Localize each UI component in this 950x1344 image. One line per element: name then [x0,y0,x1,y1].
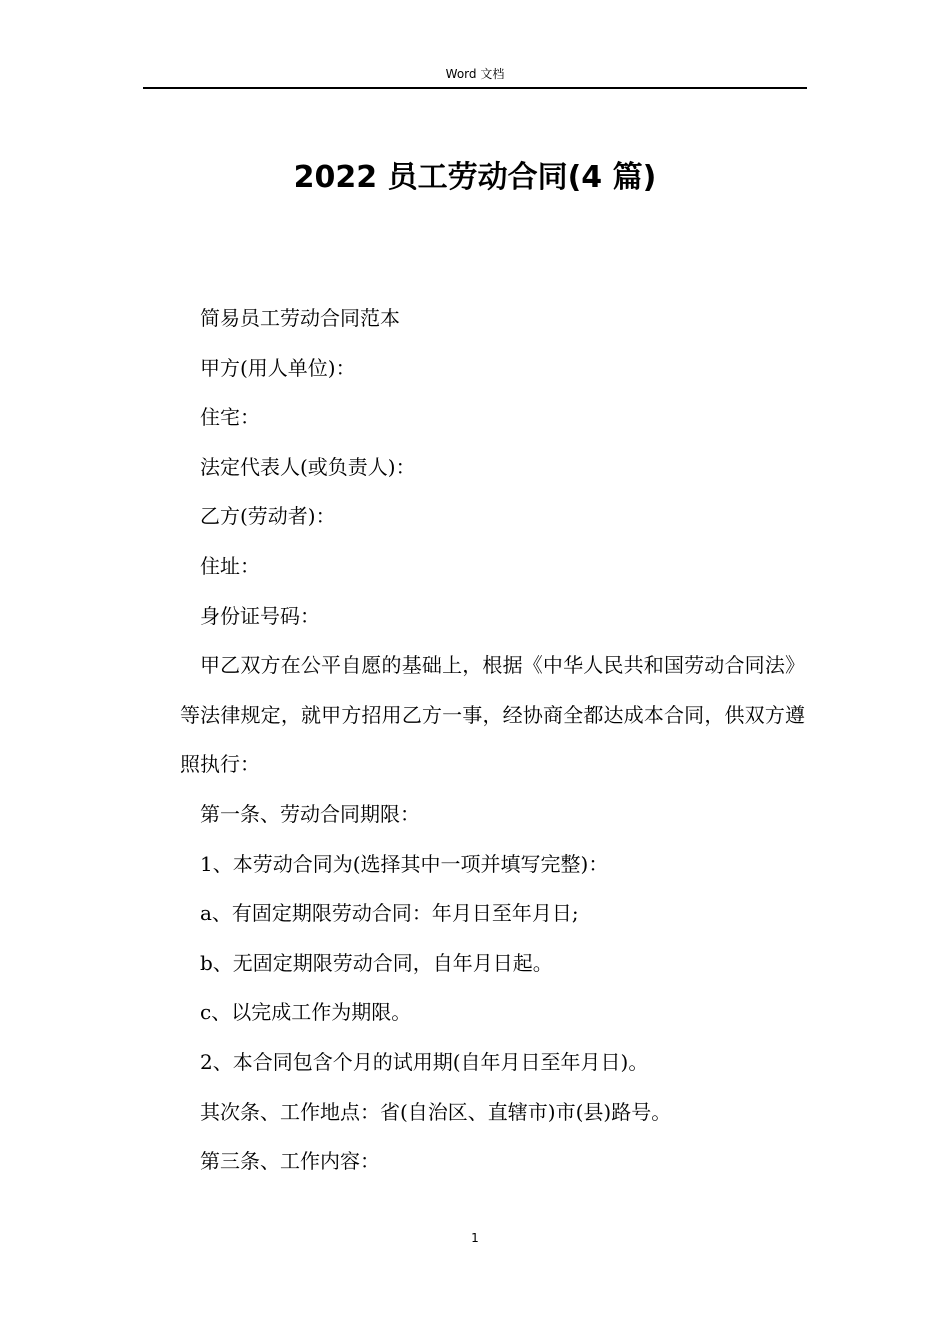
paragraph: 第三条、工作内容： [200,1149,380,1174]
paragraph: 第一条、劳动合同期限： [200,801,420,826]
paragraph: 乙方(劳动者)： [200,504,336,529]
paragraph: 2、本合同包含个月的试用期(自年月日至年月日)。 [200,1049,649,1074]
paragraph: 法定代表人(或负责人)： [200,454,416,479]
paragraph: 其次条、工作地点：省(自治区、直辖市)市(县)路号。 [200,1099,672,1124]
paragraph: b、无固定期限劳动合同，自年月日起。 [200,950,553,975]
page-header: Word 文档 [445,67,505,81]
document-body [180,294,805,1187]
document-title: 2022 员工劳动合同(4 篇) [293,160,657,195]
header-rule [143,87,807,89]
paragraph: 甲方(用人单位)： [200,355,356,380]
paragraph: 身份证号码： [200,603,320,628]
paragraph: 住宅： [200,405,260,430]
paragraph: 1、本劳动合同为(选择其中一项并填写完整)： [200,851,609,876]
paragraph: 住址： [200,553,260,578]
paragraph: 甲乙双方在公平自愿的基础上，根据《中华人民共和国劳动合同法》等法律规定，就甲方招用乙方一事，经协商全都达成本合同，供双方遵照执行： [180,653,805,777]
paragraph: 简易员工劳动合同范本 [200,306,400,330]
page-number: 1 [471,1231,479,1245]
paragraph: c、以完成工作为期限。 [200,1000,412,1025]
paragraph: a、有固定期限劳动合同：年月日至年月日; [200,901,579,926]
